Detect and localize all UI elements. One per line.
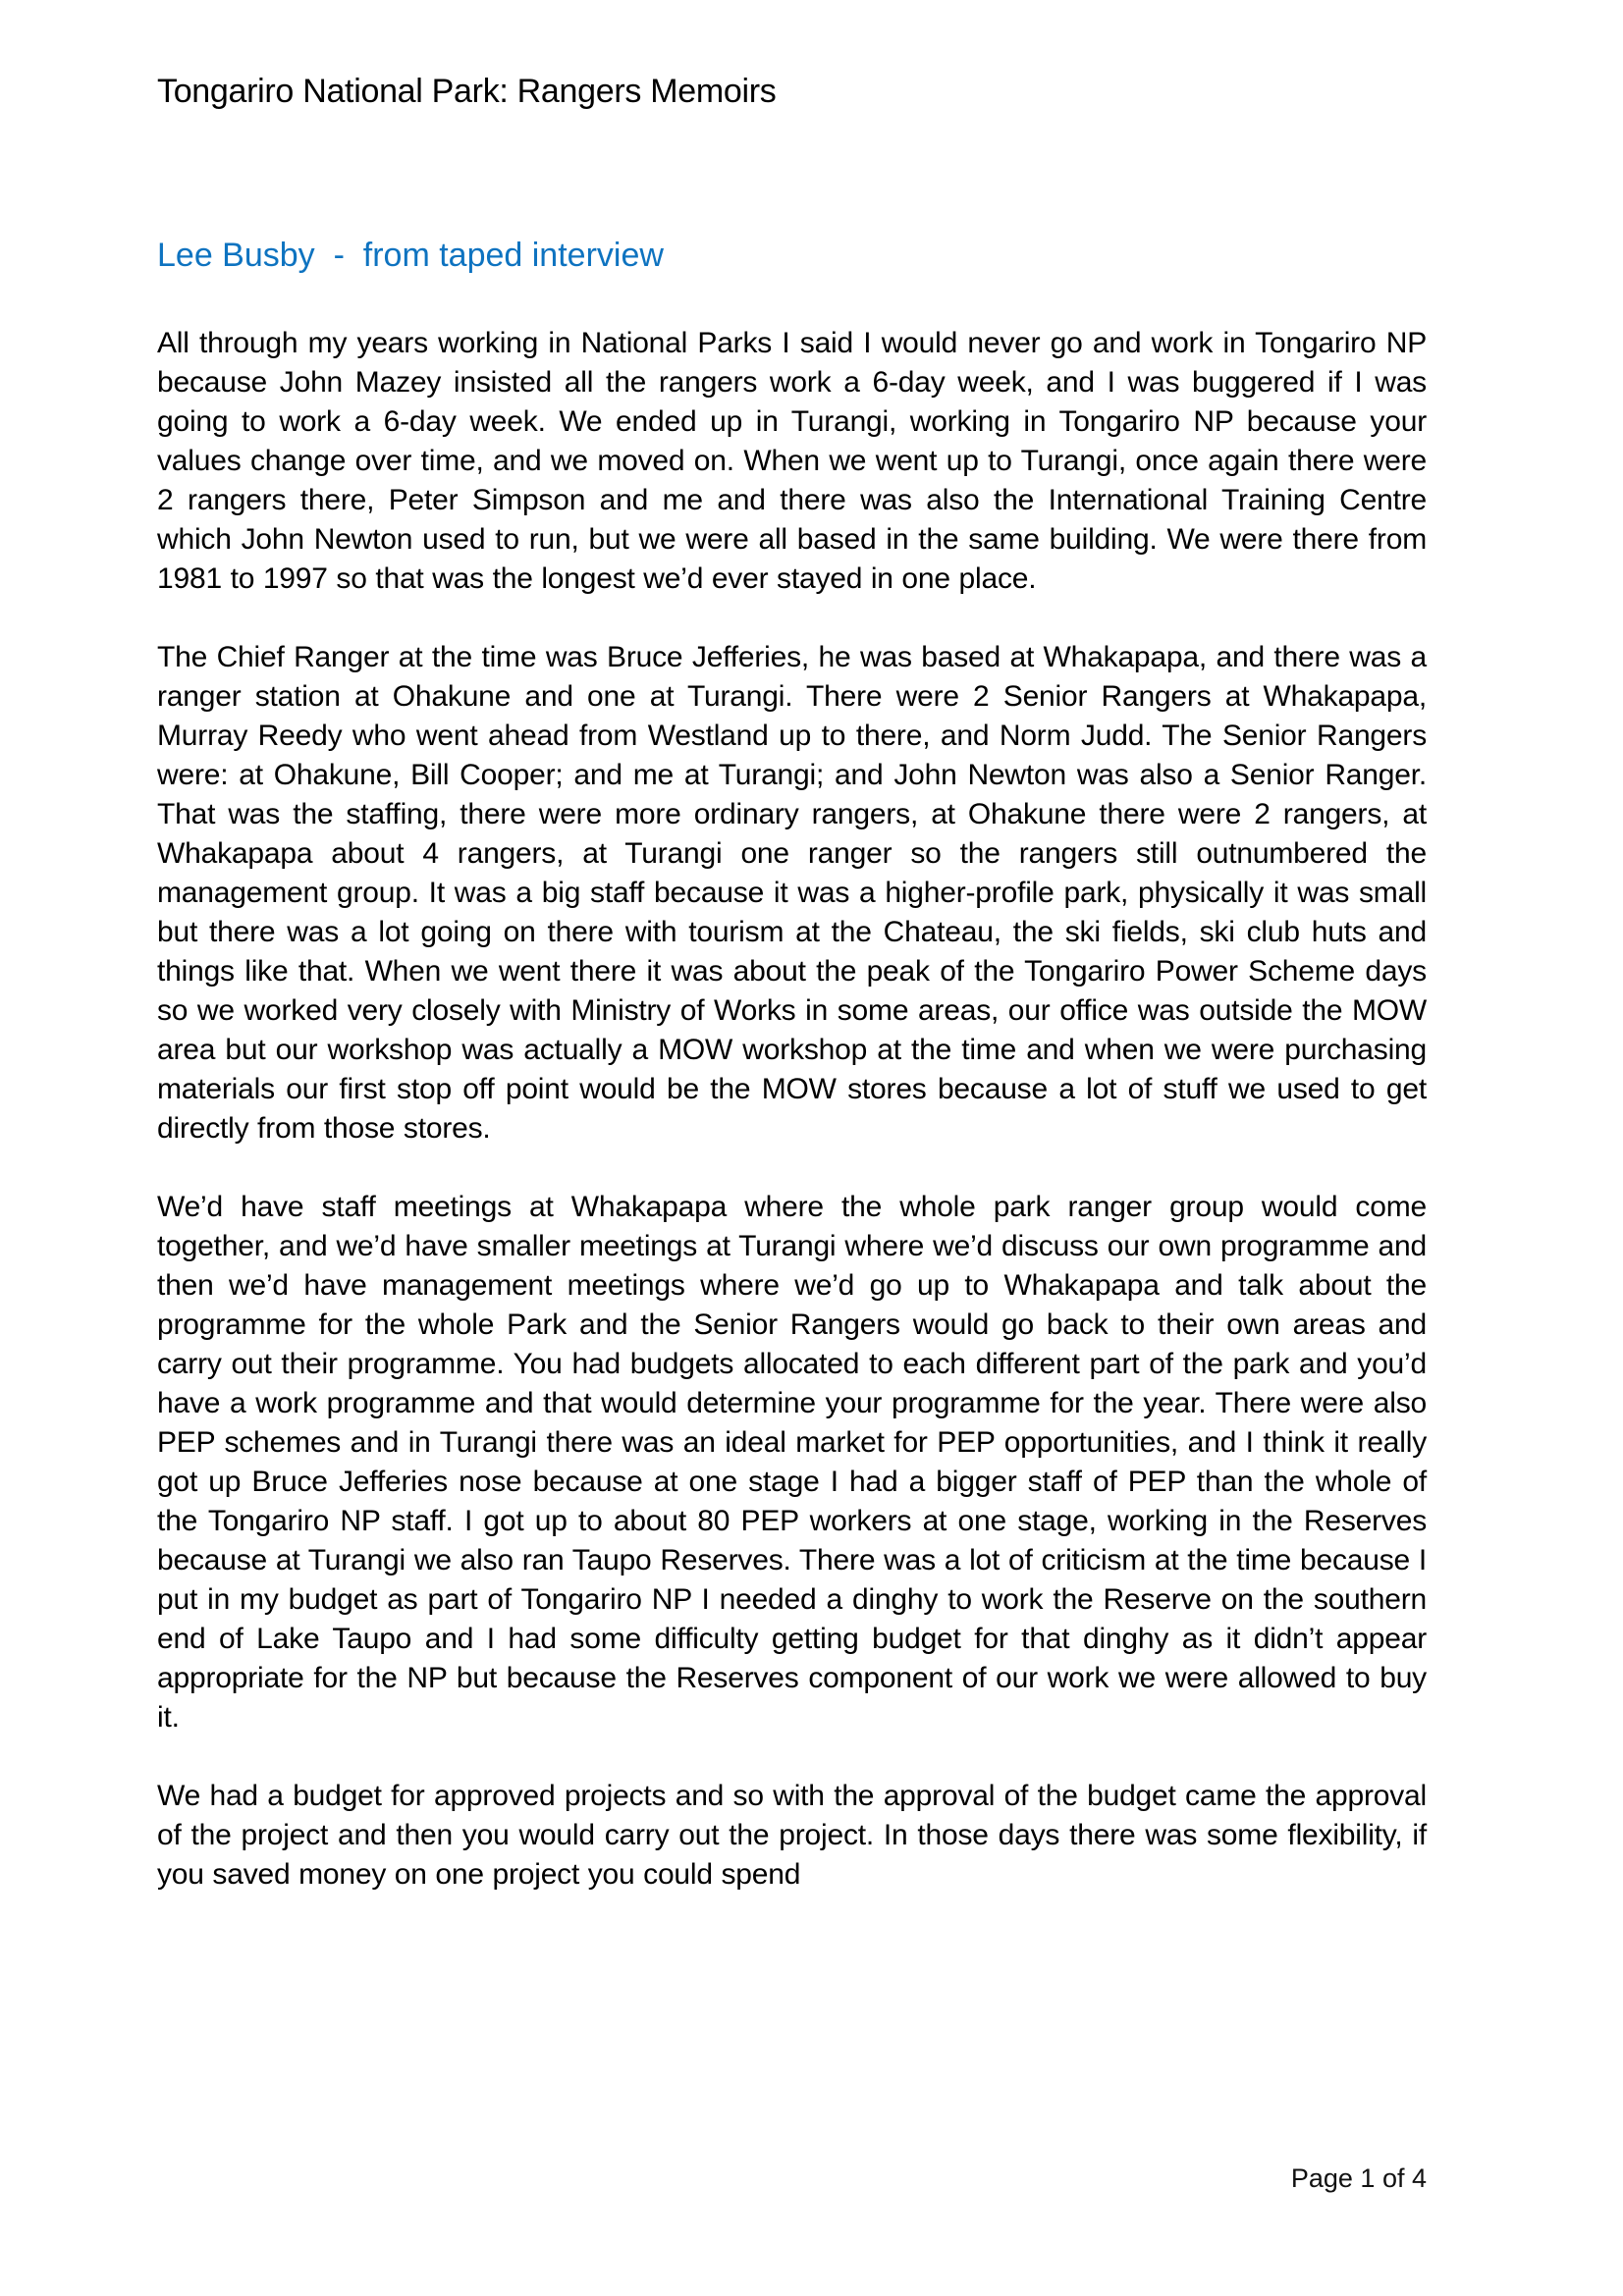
paragraph-3: We’d have staff meetings at Whakapapa where the whole park ranger group would come together, and we’d have smaller meetings at Turangi where we’d discuss our own programme and then we’d have management meetings where we’d go up to Whakapapa and talk about the programme for the whole Park and the Senior Rangers would go back to their own areas and carry out their programme. You had budgets allocated to each different part of the park and you’d have a work programme and that would determine your programme for the year. There were also PEP schemes and in Turangi there was an ideal market for PEP opportunities, and I think it really got up Bruce Jefferies nose because at one stage I had a bigger staff of PEP than the whole of the Tongariro NP staff. I got up to about 80 PEP workers at one stage, working in the Reserves because at Turangi we also ran Taupo Reserves. There was a lot of criticism at the time because I put in my budget as part of Tongariro NP I needed a dinghy to work the Reserve on the southern end of Lake Taupo and I had some difficulty getting budget for that dinghy as it didn’t appear appropriate for the NP but because the Reserves component of our work we were allowed to buy it. [157, 1191, 1427, 1734]
body-text [157, 324, 1427, 1895]
document-content [157, 0, 1427, 1934]
paragraph-1: All through my years working in National Parks I said I would never go and work in Tongariro NP because John Mazey insisted all the rangers work a 6-day week, and I was buggered if I was going to work a 6-day week. We ended up in Turangi, working in Tongariro NP because your values change over time, and we moved on. When we went up to Turangi, once again there were 2 rangers there, Peter Simpson and me and there was also the International Training Centre which John Newton used to run, but we were all based in the same building. We were there from 1981 to 1997 so that was the longest we’d ever stayed in one place. [157, 327, 1427, 595]
page-title: Tongariro National Park: Rangers Memoirs [157, 73, 777, 110]
page-number: Page 1 of 4 [1290, 2163, 1427, 2193]
section-heading: Lee Busby - from taped interview [157, 237, 664, 274]
paragraph-4: We had a budget for approved projects and so with the approval of the budget came the approval of the project and then you would carry out the project. In those days there was some flexibility, if you saved money on one project you could spend [157, 1780, 1427, 1891]
paragraph-2: The Chief Ranger at the time was Bruce Jefferies, he was based at Whakapapa, and there was a ranger station at Ohakune and one at Turangi. There were 2 Senior Rangers at Whakapapa, Murray Reedy who went ahead from Westland up to there, and Norm Judd. The Senior Rangers were: at Ohakune, Bill Cooper; and me at Turangi; and John Newton was also a Senior Ranger. That was the staffing, there were more ordinary rangers, at Ohakune there were 2 rangers, at Whakapapa about 4 rangers, at Turangi one ranger so the rangers still outnumbered the management group. It was a big staff because it was a higher-profile park, physically it was small but there was a lot going on there with tourism at the Chateau, the ski fields, ski club huts and things like that. When we went there it was about the peak of the Tongariro Power Scheme days so we worked very closely with Ministry of Works in some areas, our office was outside the MOW area but our workshop was actually a MOW workshop at the time and when we were purchasing materials our first stop off point would be the MOW stores because a lot of stuff we used to get directly from those stores. [157, 641, 1427, 1145]
